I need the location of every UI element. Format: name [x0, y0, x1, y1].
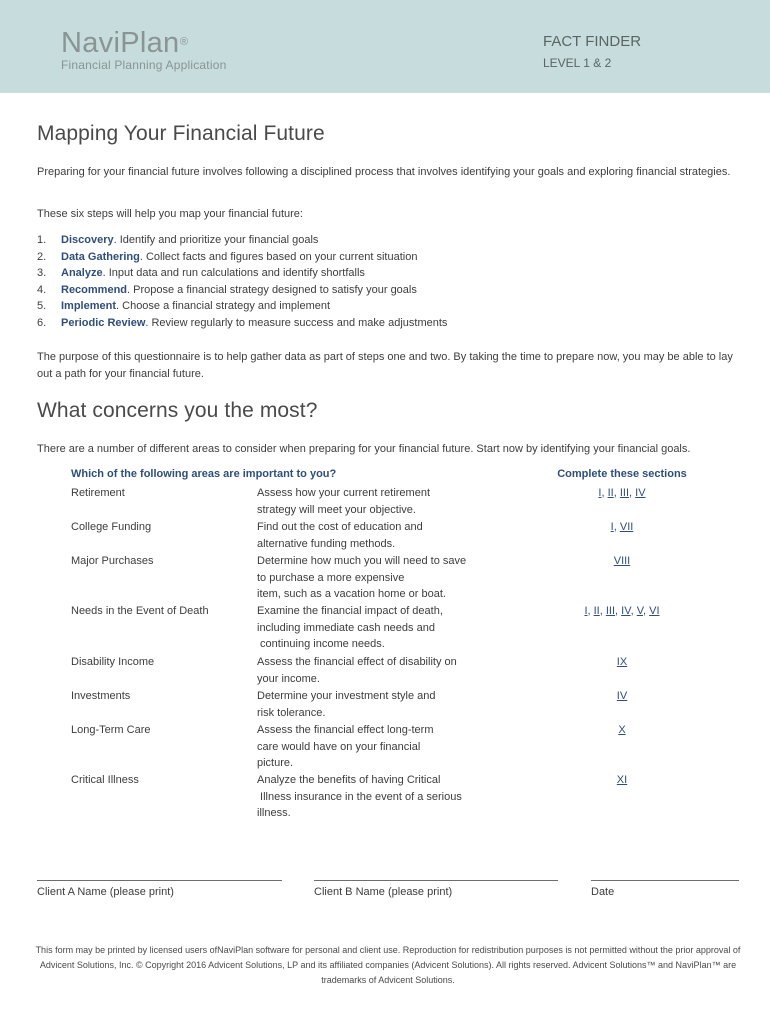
area-name: Investments — [71, 690, 131, 702]
section-links — [522, 688, 722, 705]
step-item: 2. Data Gathering. Collect facts and figures based on your current situation — [37, 250, 418, 263]
description-line: risk tolerance. — [257, 706, 326, 719]
description-line: care would have on your financial — [257, 740, 421, 753]
client-b-label: Client B Name (please print) — [314, 886, 453, 898]
section-links — [522, 772, 722, 789]
date-line[interactable] — [591, 880, 739, 881]
description-line: Assess the financial effect long-term — [257, 724, 434, 736]
area-name: Retirement — [71, 487, 125, 499]
description-line: Analyze the benefits of having Critical — [257, 774, 441, 786]
area-description — [257, 722, 487, 772]
header-band — [0, 0, 770, 93]
form-title: FACT FINDER — [543, 33, 642, 50]
mapping-intro: Preparing for your financial future involves following a disciplined process that involves identifying your goals and exploring financial strategies. — [37, 166, 731, 178]
section-link[interactable]: II — [607, 487, 614, 499]
description-line: Illness insurance in the event of a serious — [257, 790, 462, 803]
section-link[interactable]: IV — [621, 605, 631, 617]
area-description — [257, 603, 487, 653]
step-item: 6. Periodic Review. Review regularly to measure success and make adjustments — [37, 316, 448, 329]
client-a-label: Client A Name (please print) — [37, 886, 174, 898]
area-name: Disability Income — [71, 656, 155, 668]
section-links — [522, 654, 722, 671]
section-link[interactable]: I — [584, 605, 588, 617]
steps-intro: These six steps will help you map your financial future: — [37, 208, 303, 220]
section-link[interactable]: III — [619, 487, 630, 499]
steps-list — [37, 232, 447, 332]
area-description — [257, 485, 487, 518]
description-line: Assess the financial effect of disability on — [257, 656, 457, 668]
area-name: Major Purchases — [71, 555, 154, 567]
description-line: Find out the cost of education and — [257, 521, 423, 533]
section-link[interactable]: V — [636, 605, 644, 617]
mapping-heading: Mapping Your Financial Future — [37, 122, 325, 145]
form-title-block — [543, 33, 641, 71]
description-line: your income. — [257, 672, 320, 685]
areas-column-header: Which of the following areas are important to you? — [71, 468, 337, 480]
description-line: illness. — [257, 807, 291, 820]
section-link[interactable]: VIII — [613, 555, 631, 567]
description-line: Assess how your current retirement — [257, 487, 431, 499]
section-links: I, II, III, IV, V, VI — [584, 605, 660, 617]
area-description — [257, 772, 487, 822]
area-name: Critical Illness — [71, 774, 139, 786]
section-links: I, II, III, IV — [598, 487, 646, 499]
section-link[interactable]: VI — [649, 605, 660, 617]
logo-subtitle: Financial Planning Application — [61, 58, 227, 72]
section-link[interactable]: III — [605, 605, 616, 617]
concerns-heading: What concerns you the most? — [37, 399, 318, 422]
area-name: Needs in the Event of Death — [71, 605, 209, 617]
logo-wordmark: NaviPlan — [61, 27, 180, 59]
area-description — [257, 654, 487, 687]
section-links: I, VII — [610, 521, 634, 533]
client-a-signature-line[interactable] — [37, 880, 282, 881]
section-links — [522, 722, 722, 739]
step-item: 4. Recommend. Propose a financial strategy designed to satisfy your goals — [37, 283, 417, 296]
section-link[interactable]: XI — [616, 774, 628, 786]
description-line: item, such as a vacation home or boat. — [257, 588, 446, 601]
section-link[interactable]: VII — [619, 521, 634, 533]
area-description — [257, 553, 487, 603]
section-link[interactable]: I — [598, 487, 602, 499]
description-line: to purchase a more expensive — [257, 571, 405, 584]
step-item: 3. Analyze. Input data and run calculations and identify shortfalls — [37, 267, 365, 280]
copyright-footer: This form may be printed by licensed users ofNaviPlan software for personal and client use. Reproduction for redistribution purposes is not permitted without the prior approval of Advicent Solutions, Inc. © Copyright 2016 Advicent Solutions, LP and its affiliated companies (Advicent Solutions). All rights reserved. Advicent Solutions™ and NaviPlan™ are trademarks of Advicent Solutions. — [35, 945, 741, 985]
area-description — [257, 688, 487, 721]
area-name: Long-Term Care — [71, 724, 151, 736]
form-level: LEVEL 1 & 2 — [543, 56, 612, 70]
description-line: alternative funding methods. — [257, 537, 396, 550]
description-line: strategy will meet your objective. — [257, 503, 416, 516]
section-link[interactable]: IX — [616, 656, 628, 668]
concerns-intro: There are a number of different areas to consider when preparing for your financial future. Start now by identifying your financial goals. — [37, 443, 691, 455]
description-line: Determine your investment style and — [257, 690, 436, 702]
area-description — [257, 519, 487, 552]
section-link[interactable]: I — [610, 521, 614, 533]
description-line: Determine how much you will need to save — [257, 555, 467, 567]
sections-column-header: Complete these sections — [557, 468, 687, 480]
section-link[interactable]: X — [618, 724, 626, 736]
description-line: Examine the financial impact of death, — [257, 605, 443, 617]
step-item: 1. Discovery. Identify and prioritize your financial goals — [37, 234, 319, 246]
purpose-paragraph: The purpose of this questionnaire is to help gather data as part of steps one and two. By taking the time to prepare now, you may be able to lay out a path for your financial future. — [37, 351, 733, 380]
description-line: continuing income needs. — [257, 638, 385, 651]
section-links — [522, 553, 722, 570]
step-item: 5. Implement. Choose a financial strategy and implement — [37, 300, 331, 313]
section-link[interactable]: IV — [616, 690, 628, 702]
logo-registered-mark: ® — [180, 36, 189, 48]
description-line: including immediate cash needs and — [257, 621, 435, 634]
description-line: picture. — [257, 757, 294, 770]
section-link[interactable]: IV — [635, 487, 646, 499]
area-name: College Funding — [71, 521, 152, 533]
naviplan-logo — [61, 28, 226, 72]
date-label: Date — [591, 886, 615, 898]
section-link[interactable]: II — [593, 605, 600, 617]
client-b-signature-line[interactable] — [314, 880, 558, 881]
